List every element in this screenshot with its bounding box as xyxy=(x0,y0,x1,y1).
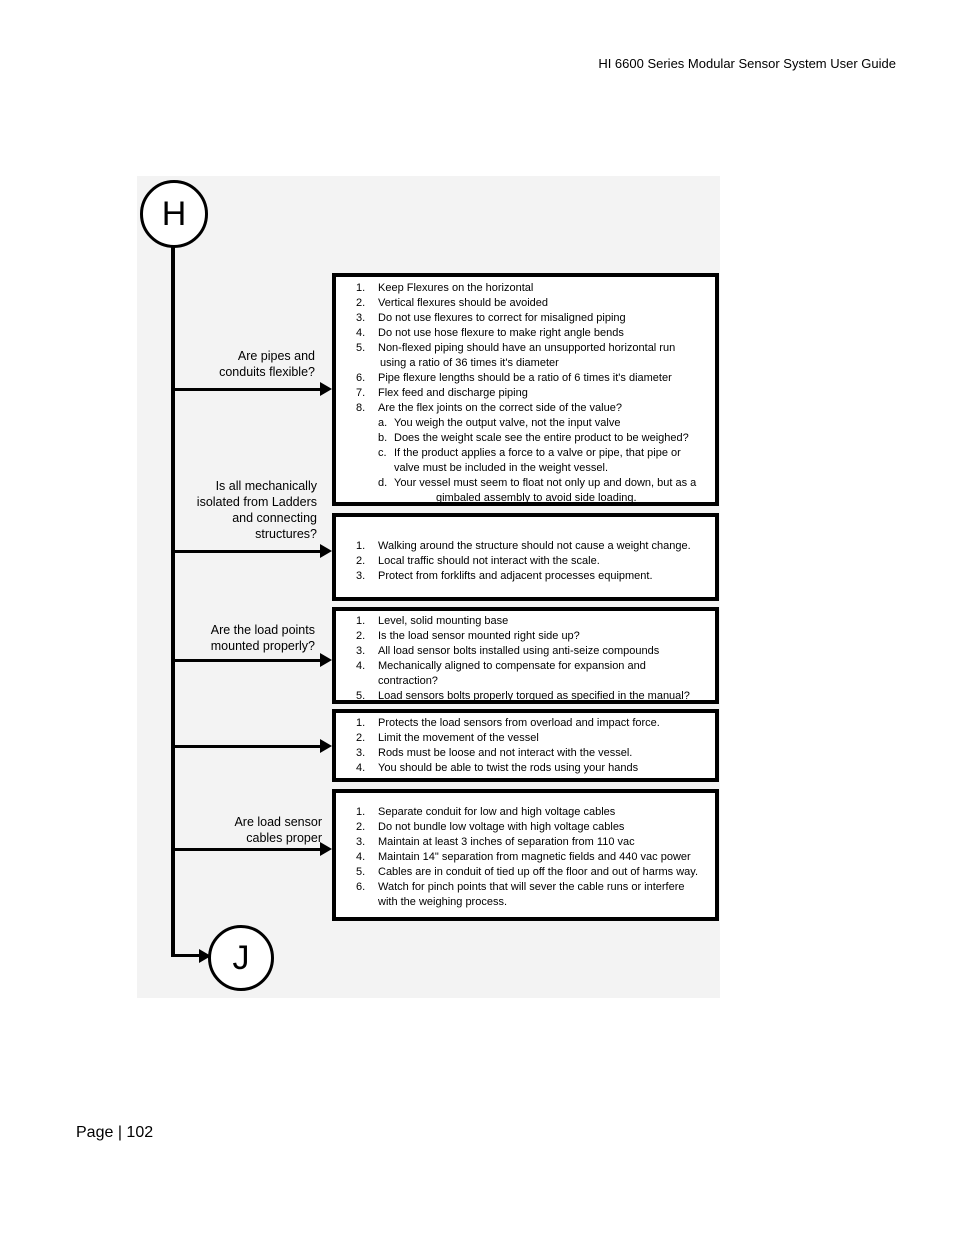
item-text: Load sensors bolts properly torqued as specified in the manual? xyxy=(378,690,690,702)
item-text: Non-flexed piping should have an unsupported horizontal run xyxy=(378,342,676,354)
item-number: 3. xyxy=(356,836,366,848)
item-number: 6. xyxy=(356,881,366,893)
sub-item-text: gimbaled assembly to avoid side loading. xyxy=(436,492,637,504)
page-header: HI 6600 Series Modular Sensor System User Guide xyxy=(598,56,896,71)
item-number: 1. xyxy=(356,806,366,818)
item-text: Protects the load sensors from overload and impact force. xyxy=(378,717,660,729)
list-item xyxy=(336,326,715,341)
arrow-5-head xyxy=(320,842,332,856)
question-mechanically-isolated: Is all mechanically isolated from Ladders and connecting structures? xyxy=(196,479,317,541)
item-number: 4. xyxy=(356,762,366,774)
item-number: 3. xyxy=(356,570,366,582)
sub-item-continued xyxy=(336,461,715,476)
item-text: Cables are in conduit of tied up off the floor and out of harms way. xyxy=(378,866,699,878)
arrow-4-head xyxy=(320,739,332,753)
list-item xyxy=(336,371,715,386)
item-text: contraction? xyxy=(378,675,438,687)
item-number: 5. xyxy=(356,690,366,702)
item-number: 2. xyxy=(356,297,366,309)
item-text: using a ratio of 36 times it's diameter xyxy=(380,357,559,369)
checklist-box-pipes xyxy=(332,273,719,506)
item-number: 6. xyxy=(356,372,366,384)
checklist-box-load-points xyxy=(332,607,719,704)
item-text: with the weighing process. xyxy=(378,896,508,908)
item-number: 4. xyxy=(356,851,366,863)
sub-item-text: If the product applies a force to a valve or pipe, that pipe or xyxy=(394,447,681,459)
question-pipes-flexible: Are pipes and conduits flexible? xyxy=(219,349,315,379)
list-item xyxy=(336,386,715,401)
list-item xyxy=(336,835,715,850)
item-number: 3. xyxy=(356,747,366,759)
item-text: Keep Flexures on the horizontal xyxy=(378,282,534,294)
list-item xyxy=(336,731,715,746)
item-text: Separate conduit for low and high voltage cables xyxy=(378,806,616,818)
list-item xyxy=(336,865,715,880)
item-text: Are the flex joints on the correct side of the value? xyxy=(378,402,622,414)
item-number: 3. xyxy=(356,312,366,324)
list-item xyxy=(336,761,715,776)
page-number: Page | 102 xyxy=(76,1124,154,1141)
sub-item-letter: d. xyxy=(378,477,388,489)
sub-item xyxy=(336,476,715,491)
item-number: 1. xyxy=(356,282,366,294)
list-item xyxy=(336,539,715,554)
sub-item xyxy=(336,446,715,461)
item-number: 5. xyxy=(356,342,366,354)
sub-item-letter: a. xyxy=(378,417,388,429)
checklist-box-isolation xyxy=(332,513,719,601)
item-number: 8. xyxy=(356,402,366,414)
item-text: You should be able to twist the rods using your hands xyxy=(378,762,639,774)
item-number: 2. xyxy=(356,630,366,642)
question-load-points-mounted: Are the load points mounted properly? xyxy=(210,623,315,653)
item-text: Do not use hose flexure to make right angle bends xyxy=(378,327,624,339)
list-item-continued xyxy=(336,674,715,689)
item-number: 2. xyxy=(356,555,366,567)
arrow-2 xyxy=(171,550,321,553)
list-item xyxy=(336,850,715,865)
item-text: Vertical flexures should be avoided xyxy=(378,297,548,309)
item-number: 1. xyxy=(356,717,366,729)
sub-item xyxy=(336,431,715,446)
item-text: Do not use flexures to correct for misaligned piping xyxy=(378,312,626,324)
item-text: Limit the movement of the vessel xyxy=(378,732,539,744)
sub-item-text: Does the weight scale see the entire product to be weighed? xyxy=(394,432,689,444)
arrow-2-head xyxy=(320,544,332,558)
list-item xyxy=(336,820,715,835)
item-text: Watch for pinch points that will sever the cable runs or interfere xyxy=(378,881,685,893)
sub-item-text: Your vessel must seem to float not only up and down, but as a xyxy=(394,477,697,489)
list-item xyxy=(336,716,715,731)
list-item xyxy=(336,401,715,416)
item-text: Do not bundle low voltage with high voltage cables xyxy=(378,821,625,833)
item-text: Rods must be loose and not interact with the vessel. xyxy=(378,747,633,759)
item-number: 2. xyxy=(356,732,366,744)
question-cables-proper: Are load sensor cables proper xyxy=(234,815,322,845)
list-item xyxy=(336,629,715,644)
item-text: Mechanically aligned to compensate for expansion and xyxy=(378,660,646,672)
list-item xyxy=(336,281,715,296)
arrow-1-head xyxy=(320,382,332,396)
list-item xyxy=(336,296,715,311)
start-node-label: H xyxy=(161,194,187,233)
item-number: 4. xyxy=(356,327,366,339)
item-text: Flex feed and discharge piping xyxy=(378,387,528,399)
list-item xyxy=(336,746,715,761)
end-node-label: J xyxy=(232,938,250,977)
list-item xyxy=(336,311,715,326)
sub-item xyxy=(336,416,715,431)
list-item xyxy=(336,341,715,356)
arrow-4 xyxy=(171,745,321,748)
end-connector-line xyxy=(171,954,201,957)
arrow-3-head xyxy=(320,653,332,667)
list-item xyxy=(336,569,715,584)
item-number: 4. xyxy=(356,660,366,672)
arrow-3 xyxy=(171,659,321,662)
item-text: Local traffic should not interact with the scale. xyxy=(378,555,600,567)
list-item-continued xyxy=(336,895,715,910)
item-number: 7. xyxy=(356,387,366,399)
item-text: All load sensor bolts installed using anti-seize compounds xyxy=(378,645,660,657)
list-item xyxy=(336,659,715,674)
sub-item-letter: c. xyxy=(378,447,387,459)
item-number: 2. xyxy=(356,821,366,833)
item-number: 3. xyxy=(356,645,366,657)
arrow-5 xyxy=(171,848,321,851)
item-text: Level, solid mounting base xyxy=(378,615,509,627)
item-text: Maintain 14" separation from magnetic fields and 440 vac power xyxy=(378,851,691,863)
list-item-continued xyxy=(336,356,715,371)
list-item xyxy=(336,554,715,569)
item-text: Maintain at least 3 inches of separation from 110 vac xyxy=(378,836,635,848)
start-node-h xyxy=(140,180,208,248)
sub-item-continued xyxy=(336,491,715,506)
list-item xyxy=(336,614,715,629)
checklist-box-cables xyxy=(332,789,719,921)
item-text: Protect from forklifts and adjacent processes equipment. xyxy=(378,570,653,582)
list-item xyxy=(336,880,715,895)
item-text: Pipe flexure lengths should be a ratio of 6 times it's diameter xyxy=(378,372,672,384)
item-text: Walking around the structure should not cause a weight change. xyxy=(378,540,691,552)
list-item xyxy=(336,644,715,659)
list-item xyxy=(336,805,715,820)
arrow-1 xyxy=(171,388,321,391)
checklist-box-rods xyxy=(332,709,719,782)
sub-item-text: valve must be included in the weight vessel. xyxy=(394,462,609,474)
end-node-j xyxy=(208,925,274,991)
item-text: Is the load sensor mounted right side up? xyxy=(378,630,580,642)
item-number: 5. xyxy=(356,866,366,878)
list-item xyxy=(336,689,715,704)
sub-item-text: You weigh the output valve, not the input valve xyxy=(394,417,621,429)
sub-item-letter: b. xyxy=(378,432,388,444)
item-number: 1. xyxy=(356,540,366,552)
item-number: 1. xyxy=(356,615,366,627)
